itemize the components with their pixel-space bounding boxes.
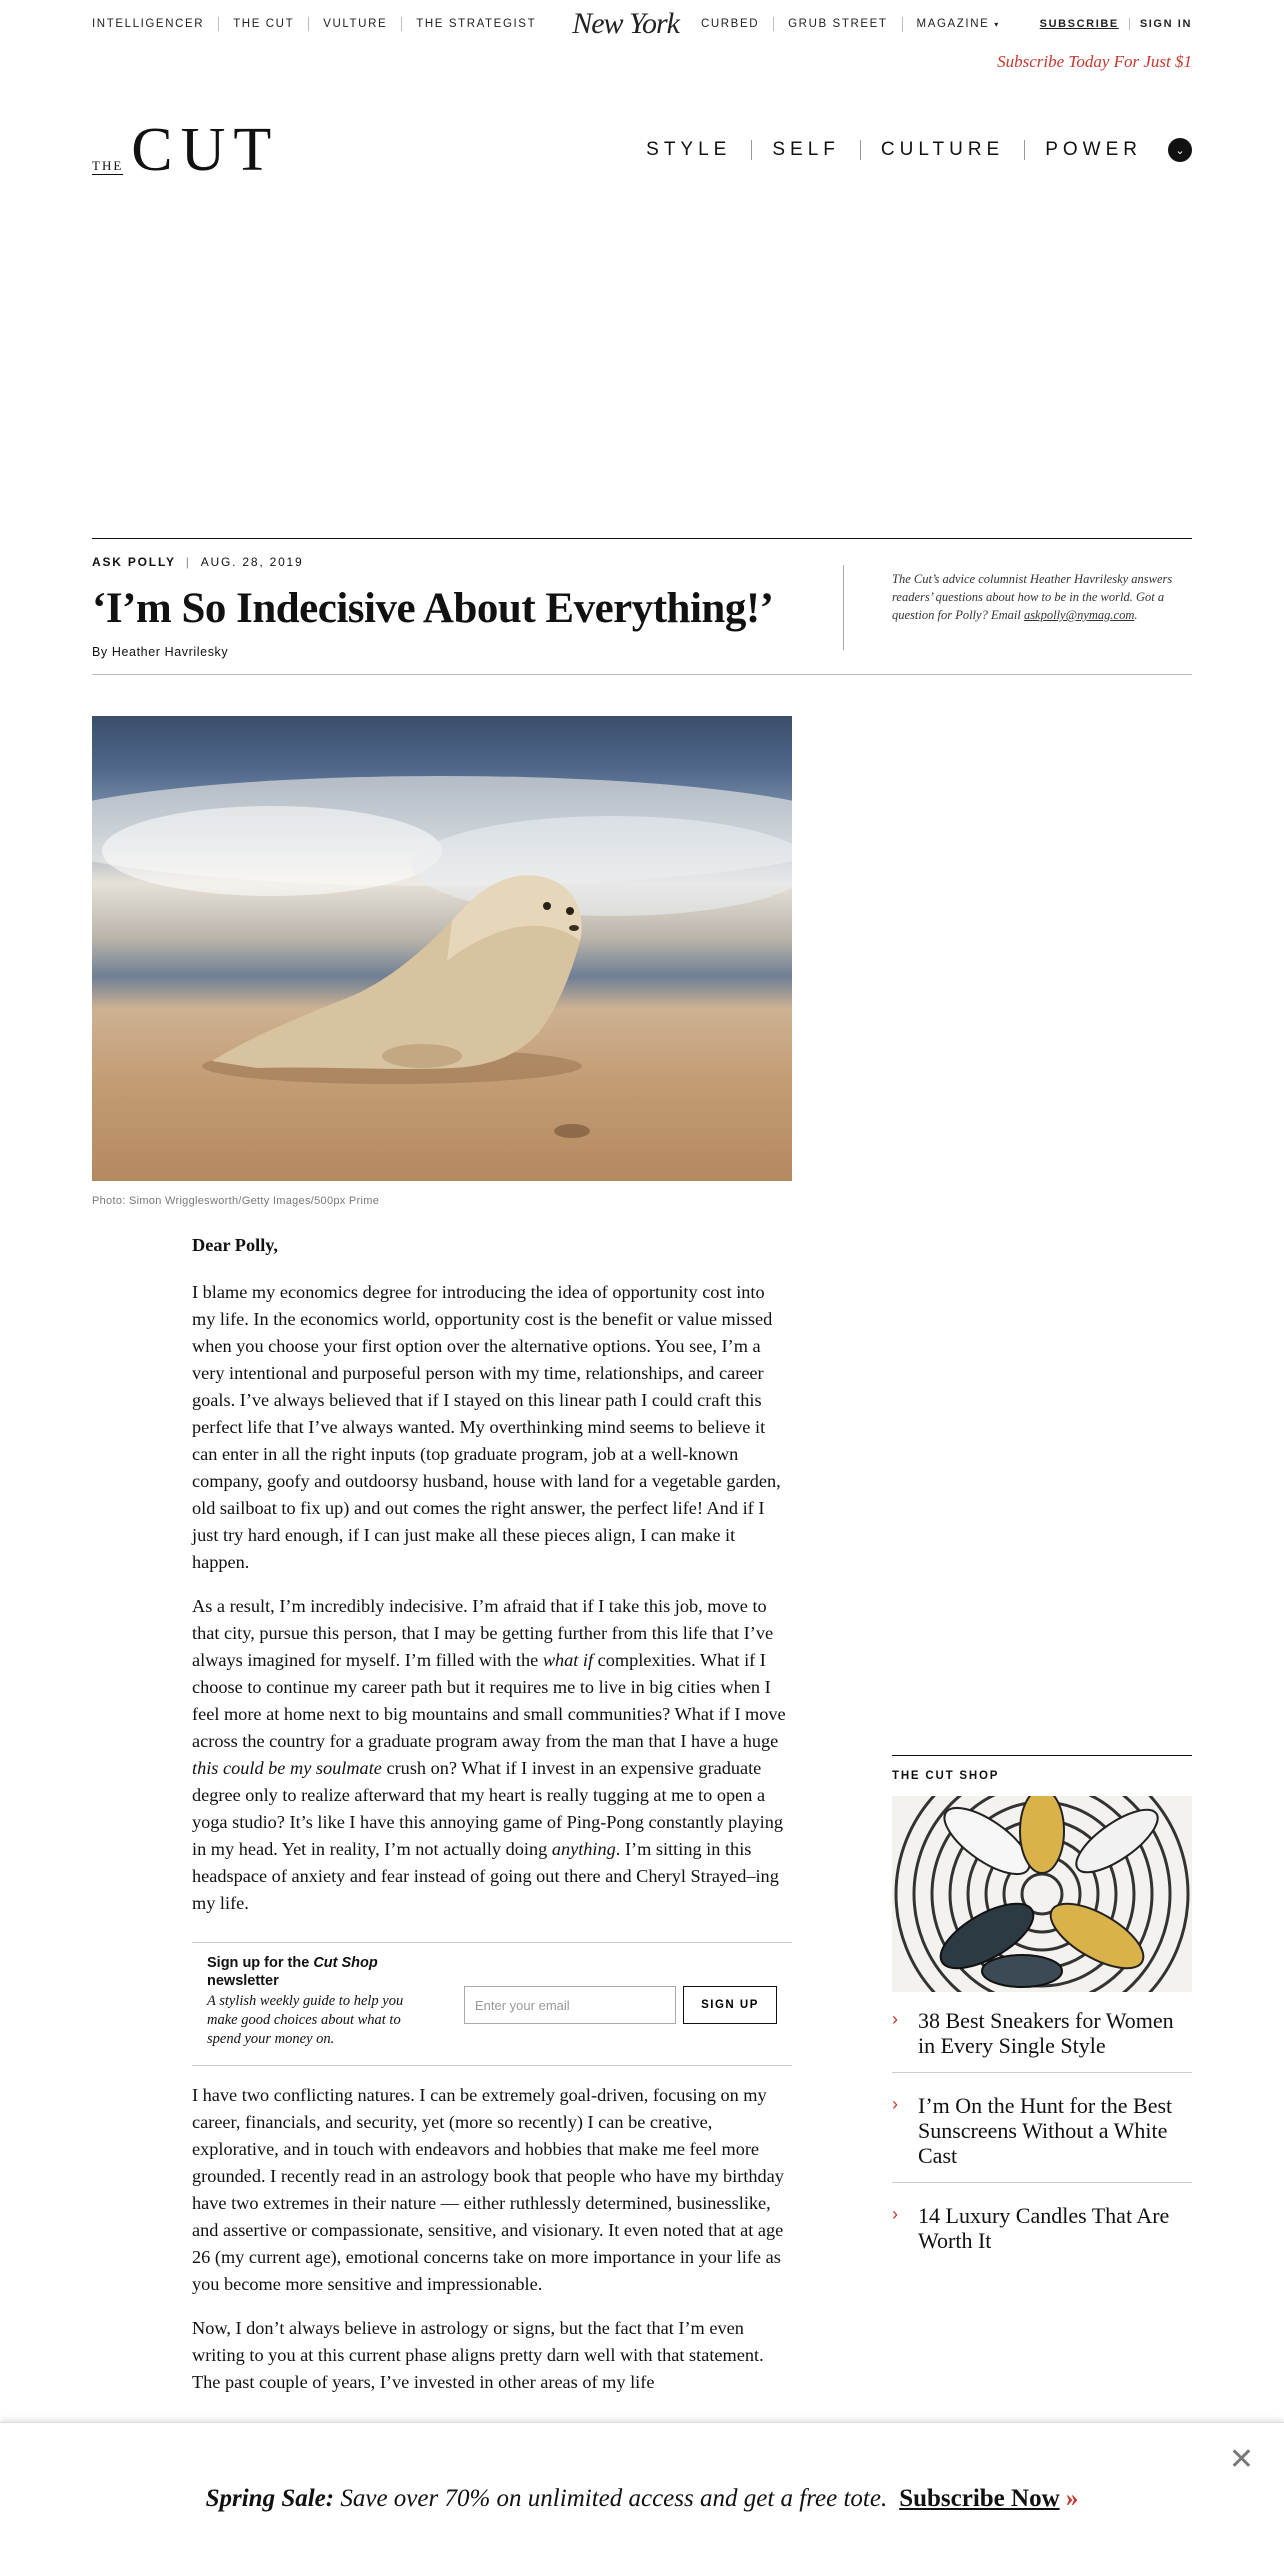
p2-italic-2: this could be my soulmate	[192, 1758, 382, 1778]
shop-rule	[892, 1755, 1192, 1756]
paragraph-4: Now, I don’t always believe in astrology or signs, but the fact that I’m even writing to you at this current phase aligns pretty darn well with that statement. The past couple of years, I’ve invested in other areas of my life	[192, 2318, 764, 2392]
section-power[interactable]: POWER	[1024, 140, 1162, 160]
sneakers-image[interactable]	[892, 1796, 1192, 1992]
salutation: Dear Polly,	[192, 1235, 278, 1255]
logo-cut: CUT	[131, 116, 280, 184]
email-link[interactable]: askpolly@nymag.com	[1023, 608, 1135, 622]
close-icon[interactable]: ✕	[1228, 2443, 1254, 2476]
banner-message	[0, 2485, 1284, 2513]
nav-link-curbed[interactable]: CURBED	[700, 18, 760, 30]
p2-italic-3: anything	[551, 1839, 616, 1859]
shop-item-title: I’m On the Hunt for the Best Sunscreens Without a White Cast	[918, 2093, 1173, 2168]
column-tagline	[892, 570, 1192, 624]
chevron-right-icon: ›	[892, 2009, 898, 2029]
shop-item-title: 14 Luxury Candles That Are Worth It	[918, 2203, 1170, 2253]
cut-shop-module	[892, 1755, 1192, 2281]
tagline-text: The Cut’s advice columnist Heather Havrilesky answers readers’ questions about how to be in the world. Got a question for Polly? Email	[892, 572, 1173, 622]
shop-item-sunscreens[interactable]	[892, 2087, 1192, 2183]
shop-item-title: 38 Best Sneakers for Women in Every Single Style	[918, 2008, 1174, 2058]
p2-italic-1: what if	[542, 1650, 594, 1670]
newsletter-signup	[192, 1942, 792, 2066]
magazine-label: MAGAZINE	[916, 17, 990, 30]
section-style[interactable]: STYLE	[646, 139, 732, 160]
rubric-link[interactable]: ASK POLLY	[92, 555, 176, 569]
subscribe-promo-link[interactable]: Subscribe Today For Just $1	[997, 52, 1192, 71]
nav-link-intelligencer[interactable]: INTELLIGENCER	[92, 18, 205, 30]
chevron-right-icon: ›	[892, 2094, 898, 2114]
article-photo-seal	[92, 716, 792, 1181]
paragraph-3: I have two conflicting natures. I can be extremely goal-driven, focusing on my career, financials, and security, yet (more so recently) I can be creative, explorative, and in touch with endeavors and hobbies that make me feel more grounded. I recently read in an astrology book that people who have my birthday have two extremes in their nature — either ruthlessly determined, businesslike, and assertive or compassionate, sensitive, and visionary. It even noted that at age 26 (my current age), emotional concerns take on more importance in your life as you become more sensitive and impressionable.	[192, 2085, 784, 2294]
new-york-logo[interactable]: New York	[572, 7, 679, 40]
nav-link-grub-street[interactable]: GRUB STREET	[773, 17, 901, 31]
kicker-divider: |	[185, 555, 191, 569]
chevron-right-icon: ›	[892, 2204, 898, 2224]
seal-illustration	[92, 716, 792, 1181]
p2-text-c: crush on? What if I invest in an expensive graduate degree only to realize afterward that my heart is really tugging at me to open a yoga studio? It’s like I have this annoying game of Ping-Pong constantly playing in my head. Yet in reality, I’m not actually doing	[192, 1758, 784, 1859]
section-culture[interactable]: CULTURE	[860, 140, 1024, 160]
nav-link-vulture[interactable]: VULTURE	[308, 17, 401, 31]
publish-date: AUG. 28, 2019	[200, 555, 304, 569]
newsletter-brand: Cut Shop	[313, 1955, 378, 1971]
article-body-bottom	[192, 2082, 792, 2413]
byline[interactable]: By Heather Havrilesky	[92, 645, 229, 659]
newsletter-title-post: newsletter	[207, 1973, 279, 1989]
sneakers-illustration	[892, 1796, 1192, 1992]
newsletter-title	[207, 1954, 437, 1990]
newsletter-text	[207, 1954, 437, 2049]
shop-item-candles[interactable]	[892, 2197, 1192, 2267]
p2-text-b: complexities. What if I choose to continue my career path but it requires me to live in big cities when I feel more at home next to big mountains and small communities? What if I move across the country for a graduate program away from the man that I have a huge	[192, 1650, 786, 1751]
p2-text-a: As a result, I’m incredibly indecisive. I’m afraid that if I take this job, move to that city, pursue this person, that I may be getting further from this life that I’ve always imagined for myself. I’m filled with the	[192, 1596, 774, 1670]
account-links	[1040, 18, 1192, 30]
section-nav	[626, 138, 1192, 162]
article-body-top	[192, 1232, 792, 1934]
article-kicker	[92, 555, 304, 569]
menu-chevron-icon[interactable]: ⌄	[1168, 138, 1192, 162]
shop-label[interactable]: THE CUT SHOP	[892, 1770, 1000, 1782]
section-self[interactable]: SELF	[751, 140, 860, 160]
network-links-right	[701, 17, 1014, 32]
nav-link-the-strategist[interactable]: THE STRATEGIST	[401, 17, 550, 31]
network-bar	[92, 7, 1192, 40]
newsletter-title-pre: Sign up for the	[207, 1955, 314, 1971]
nav-link-magazine[interactable]	[902, 17, 1014, 32]
banner-lead: Spring Sale:	[205, 2485, 335, 2512]
double-arrow-icon: »	[1065, 2485, 1079, 2512]
network-links-left	[92, 17, 550, 31]
p2-text-d: . I’m sitting in this headspace of anxiety and fear instead of going out there and Cheryl Strayed–ing my life.	[192, 1839, 779, 1913]
article-headline: ‘I’m So Indecisive About Everything!’	[92, 585, 774, 632]
paragraph-2	[192, 1593, 792, 1917]
nav-link-the-cut[interactable]: THE CUT	[218, 17, 308, 31]
header-divider	[843, 565, 844, 650]
shop-list	[892, 2002, 1192, 2267]
header-bottom-rule	[92, 674, 1192, 675]
header-rule	[92, 538, 1192, 539]
sign-up-button[interactable]: SIGN UP	[683, 1986, 777, 2024]
banner-text: Save over 70% on unlimited access and get a free tote.	[334, 2485, 888, 2512]
chevron-down-icon: ▾	[994, 19, 1000, 29]
email-input[interactable]	[464, 1986, 676, 2024]
subscription-banner	[0, 2422, 1284, 2568]
newsletter-description: A stylish weekly guide to help you make good choices about what to spend your money on.	[207, 1993, 404, 2047]
paragraph-1: I blame my economics degree for introducing the idea of opportunity cost into my life. In the economics world, opportunity cost is the benefit or value missed when you choose your first option over the alternative options. You see, I’m a very intentional and purposeful person with my time, relationships, and career goals. I’ve always believed that if I stayed on this linear path I could craft this perfect life that I’ve always wanted. My overthinking mind seems to believe it can enter in all the right inputs (top graduate program, job at a well-known company, goofy and outdoorsy husband, house with land for a vegetable garden, old sailboat to fix up) and out comes the right answer, the perfect life! And if I just try hard enough, if I can just make all these pieces align, I can make it happen.	[192, 1282, 781, 1572]
the-cut-logo[interactable]	[92, 116, 280, 184]
logo-the: THE	[92, 158, 124, 173]
tagline-end: .	[1134, 608, 1138, 622]
subscribe-now-link[interactable]: Subscribe Now	[899, 2485, 1060, 2512]
sign-in-link[interactable]: SIGN IN	[1139, 18, 1192, 30]
shop-item-sneakers[interactable]	[892, 2002, 1192, 2073]
photo-credit: Photo: Simon Wrigglesworth/Getty Images/500px Prime	[92, 1195, 380, 1207]
subscribe-link[interactable]: SUBSCRIBE	[1040, 18, 1130, 30]
